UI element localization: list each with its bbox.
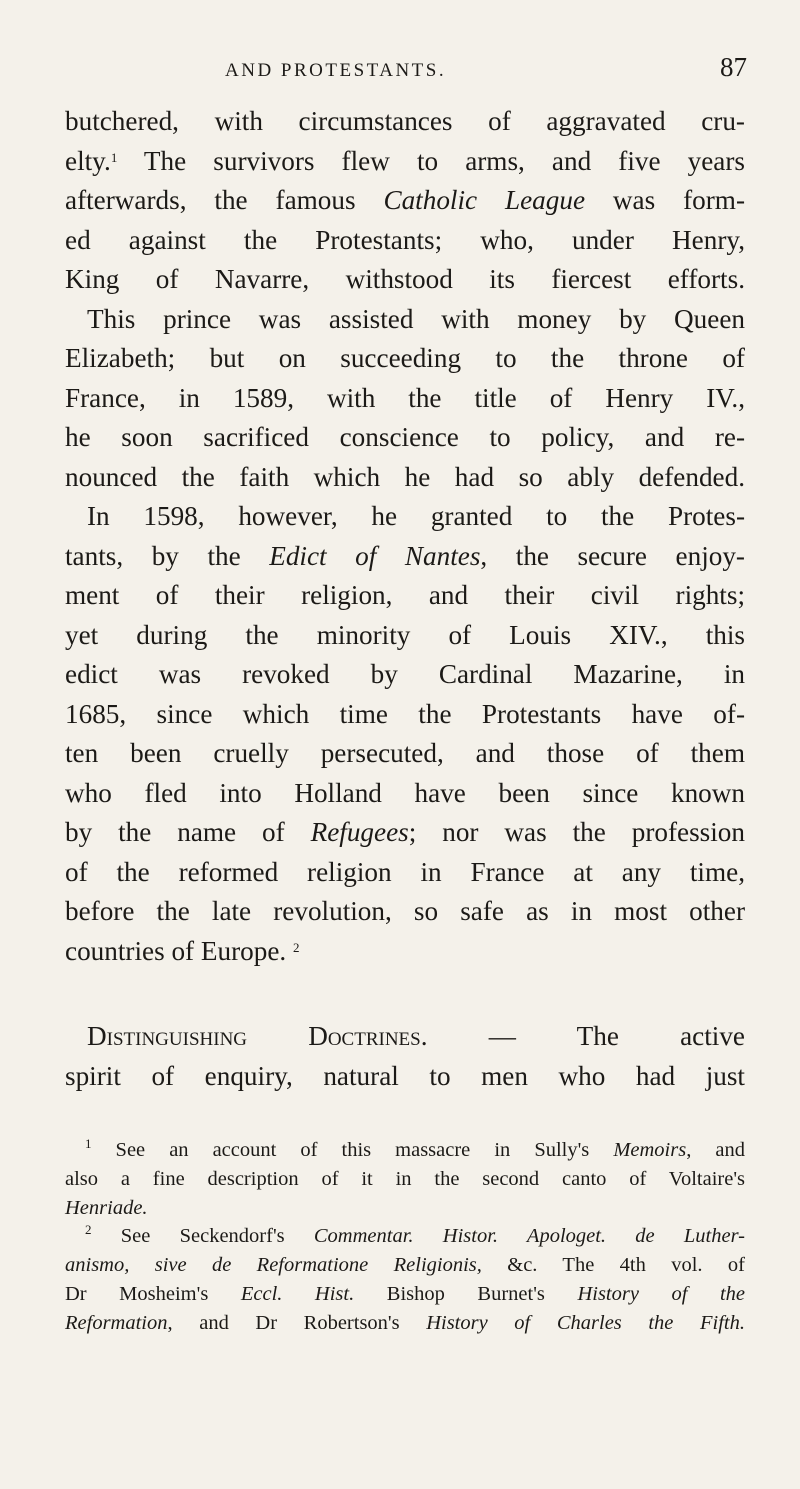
section-heading: Distinguishing Doctrines. [87,1021,428,1051]
text-line: yet during the minority of Louis XIV., this [65,619,745,650]
text-line: before the late revolution, so safe as in most other [65,896,745,926]
catholic-league-italic: Catholic League [383,185,586,215]
footnote-line: Dr Mosheim's Eccl. Hist. Bishop Burnet's History of the [65,1282,746,1305]
text-line: This prince was assisted with money by Queen [87,303,745,334]
edict-of-nantes-italic: Edict of Nantes [269,540,481,571]
footnote-line: Reformation, and Dr Robertson's History of Charles the Fifth. [65,1311,745,1334]
text-line: nounced the faith which he had so ably defended. [65,461,745,492]
text-line: countries of Europe. $^2$ [65,935,300,966]
footnote-2: $^2$ See Seckendorf's Commentar. Histor. Apologet. de Luther- [85,1222,745,1248]
footnote-line: Henriade. [65,1196,148,1219]
text-line: spirit of enquiry, natural to men who had just [65,1060,745,1091]
main-text [65,102,745,1096]
page-number: 87 [720,52,747,82]
text-line: ed against the Protestants; who, under Henry, [65,224,745,255]
footnote-1: $^1$ See an account of this massacre in Sully's Memoirs, and [85,1136,745,1161]
refugees-italic: Refugees [310,817,409,847]
footnote-mark-2: 2 [293,939,300,955]
footnote-line: anismo, sive de Reformatione Religionis, &c. The 4th vol. of [65,1254,745,1277]
text-line: France, in 1589, with the title of Henry IV., [65,382,745,413]
page-header [0,52,800,92]
text-line: he soon sacrificed conscience to policy, and re- [65,422,745,452]
text-line: In 1598, however, he granted to the Protes- [87,501,745,531]
footnote-line: also a fine description of it in the second canto of Voltaire's [65,1167,745,1190]
text-line: by the name of Refugees; nor was the profession [65,817,745,847]
paragraph-gap [65,971,745,1017]
text-line: ten been cruelly persecuted, and those of them [65,738,745,768]
text-line: edict was revoked by Cardinal Mazarine, in [65,659,745,689]
text-line: elty.$^1$ The survivors flew to arms, and five years [65,145,745,176]
running-head: AND PROTESTANTS. [225,60,447,81]
footnote-mark-1: 1 [110,149,118,165]
text-line: King of Navarre, withstood its fiercest efforts. [65,264,745,294]
text-line: tants, by the Edict of Nantes, the secure enjoy- [65,540,745,571]
text-line: who fled into Holland have been since known [65,777,745,808]
text-line: afterwards, the famous Catholic League was form- [65,185,745,215]
text-line: ment of their religion, and their civil rights; [65,580,745,610]
footnotes [65,1136,745,1338]
text-line: butchered, with circumstances of aggravated cru- [65,106,745,136]
text-line: Elizabeth; but on succeeding to the throne of [65,343,745,373]
text-line: 1685, since which time the Protestants have of- [65,698,745,729]
text-line: Distinguishing Doctrines. — The active [87,1021,745,1051]
text-line: of the reformed religion in France at any time, [65,856,745,887]
